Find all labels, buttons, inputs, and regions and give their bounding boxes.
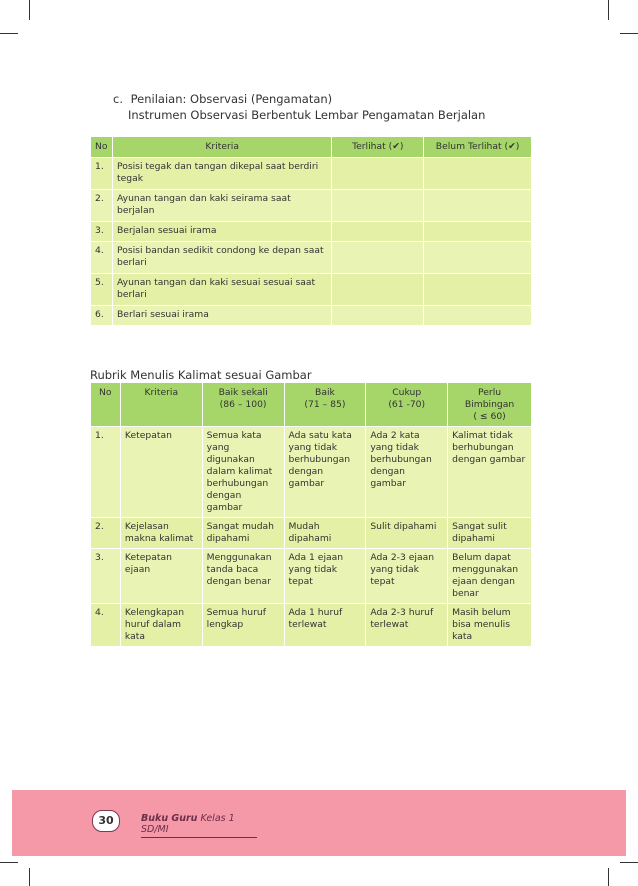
header-label: Perlu Bimbingan [464, 387, 515, 410]
column-header-no [91, 383, 121, 427]
table-row [91, 549, 532, 604]
table-row [91, 306, 532, 326]
cell-baik: Ada 1 huruf terlewat [284, 604, 366, 647]
cell-baik-sekali: Sangat mudah dipahami [202, 518, 284, 549]
book-title: Buku Guru [141, 813, 198, 824]
row-kriteria: Ayunan tangan dan kaki sesuai sesuai saat berlari [112, 274, 331, 306]
column-header-terlihat: Terlihat (✔) [332, 137, 424, 158]
header-label: Baik [315, 387, 335, 398]
checkbox-cell-terlihat[interactable] [332, 274, 424, 306]
row-number: 5. [91, 274, 113, 306]
cell-baik-sekali: Semua kata yang digunakan dalam kalimat berhubungan dengan gambar [202, 427, 284, 518]
header-range: (61 -70) [388, 399, 426, 410]
table-row [91, 518, 532, 549]
crop-mark [29, 868, 30, 886]
header-range: (71 – 85) [304, 399, 346, 410]
crop-mark [608, 868, 609, 886]
column-header-perlu-bimbingan [448, 383, 532, 427]
row-number: 1. [91, 158, 113, 190]
row-number: 3. [91, 222, 113, 242]
cell-baik-sekali: Semua huruf lengkap [202, 604, 284, 647]
table-header-row [91, 383, 532, 427]
checkbox-cell-terlihat[interactable] [332, 222, 424, 242]
row-kriteria: Ketepatan [120, 427, 202, 518]
cell-perlu-bimbingan: Sangat sulit dipahami [448, 518, 532, 549]
table-row [91, 427, 532, 518]
column-header-kriteria: Kriteria [112, 137, 331, 158]
crop-mark [620, 862, 638, 863]
row-number: 4. [91, 242, 113, 274]
table-header-row [91, 137, 532, 158]
table-row [91, 158, 532, 190]
checkbox-cell-belum-terlihat[interactable] [424, 306, 532, 326]
cell-baik: Ada satu kata yang tidak berhubungan dengan gambar [284, 427, 366, 518]
observation-table [90, 136, 532, 326]
header-label: No [99, 387, 112, 398]
cell-cukup: Ada 2-3 huruf terlewat [366, 604, 448, 647]
checkbox-cell-belum-terlihat[interactable] [424, 274, 532, 306]
row-number: 1. [91, 427, 121, 518]
header-range: ( ≤ 60) [473, 411, 506, 422]
section-label: c. [113, 92, 123, 106]
rubric-table [90, 382, 532, 647]
cell-cukup: Ada 2 kata yang tidak berhubungan dengan gambar [366, 427, 448, 518]
checkbox-cell-belum-terlihat[interactable] [424, 222, 532, 242]
row-number: 2. [91, 190, 113, 222]
table-row [91, 222, 532, 242]
table-row [91, 242, 532, 274]
table-row [91, 190, 532, 222]
header-range: (86 – 100) [219, 399, 267, 410]
checkbox-cell-terlihat[interactable] [332, 158, 424, 190]
cell-perlu-bimbingan: Masih belum bisa menulis kata [448, 604, 532, 647]
row-kriteria: Berlari sesuai irama [112, 306, 331, 326]
rubric-title: Rubrik Menulis Kalimat sesuai Gambar [90, 368, 312, 382]
cell-baik: Ada 1 ejaan yang tidak tepat [284, 549, 366, 604]
row-number: 3. [91, 549, 121, 604]
crop-mark [29, 0, 30, 20]
row-kriteria: Ayunan tangan dan kaki seirama saat berjalan [112, 190, 331, 222]
row-number: 6. [91, 306, 113, 326]
row-kriteria: Kelengkapan huruf dalam kata [120, 604, 202, 647]
cell-cukup: Ada 2-3 ejaan yang tidak tepat [366, 549, 448, 604]
header-label: Baik sekali [218, 387, 268, 398]
column-header-belum-terlihat: Belum Terlihat (✔) [424, 137, 532, 158]
checkbox-cell-terlihat[interactable] [332, 306, 424, 326]
footer-book-title [141, 813, 257, 838]
checkbox-cell-terlihat[interactable] [332, 242, 424, 274]
cell-baik: Mudah dipahami [284, 518, 366, 549]
crop-mark [0, 33, 18, 34]
crop-mark [608, 0, 609, 20]
section-title: Penilaian: Observasi (Pengamatan) [130, 92, 333, 106]
column-header-cukup [366, 383, 448, 427]
table-row [91, 604, 532, 647]
row-kriteria: Posisi tegak dan tangan dikepal saat berdiri tegak [112, 158, 331, 190]
cell-cukup: Sulit dipahami [366, 518, 448, 549]
section-heading [113, 91, 485, 123]
checkbox-cell-terlihat[interactable] [332, 190, 424, 222]
header-label: Kriteria [144, 387, 179, 398]
header-label: Cukup [392, 387, 422, 398]
cell-perlu-bimbingan: Kalimat tidak berhubungan dengan gambar [448, 427, 532, 518]
checkbox-cell-belum-terlihat[interactable] [424, 190, 532, 222]
cell-perlu-bimbingan: Belum dapat menggunakan ejaan dengan benar [448, 549, 532, 604]
page-number: 30 [92, 810, 120, 832]
row-number: 4. [91, 604, 121, 647]
crop-mark [620, 33, 638, 34]
book-subtitle: Kelas 1 SD/MI [141, 813, 235, 835]
row-kriteria: Posisi bandan sedikit condong ke depan saat berlari [112, 242, 331, 274]
table-row [91, 274, 532, 306]
row-kriteria: Kejelasan makna kalimat [120, 518, 202, 549]
column-header-baik-sekali [202, 383, 284, 427]
cell-baik-sekali: Menggunakan tanda baca dengan benar [202, 549, 284, 604]
checkbox-cell-belum-terlihat[interactable] [424, 158, 532, 190]
section-subtitle: Instrumen Observasi Berbentuk Lembar Pengamatan Berjalan [128, 108, 486, 122]
checkbox-cell-belum-terlihat[interactable] [424, 242, 532, 274]
row-kriteria: Ketepatan ejaan [120, 549, 202, 604]
row-number: 2. [91, 518, 121, 549]
crop-mark [0, 862, 18, 863]
column-header-no: No [91, 137, 113, 158]
column-header-baik [284, 383, 366, 427]
column-header-kriteria [120, 383, 202, 427]
row-kriteria: Berjalan sesuai irama [112, 222, 331, 242]
